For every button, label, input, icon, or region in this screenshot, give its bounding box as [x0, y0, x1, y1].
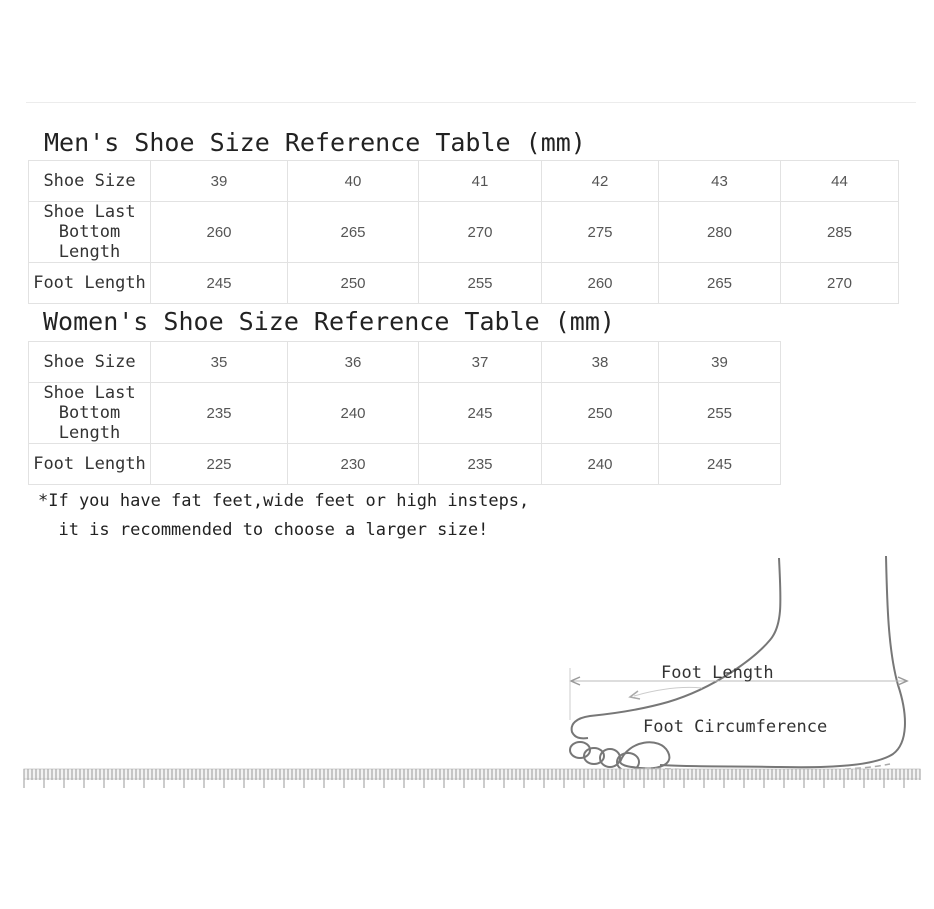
- women-table-cell: 235: [419, 444, 542, 485]
- women-table-row-label: Shoe Size: [29, 342, 151, 383]
- women-table-row-label: Foot Length: [29, 444, 151, 485]
- men-table-cell: 255: [419, 263, 542, 304]
- women-table-cell: 240: [542, 444, 659, 485]
- men-table-row: [29, 263, 899, 304]
- sizing-note-line-2: it is recommended to choose a larger size!: [38, 520, 489, 540]
- women-table-row: [29, 444, 781, 485]
- women-table-cell: 36: [288, 342, 419, 383]
- top-divider: [26, 102, 916, 103]
- women-table-row: [29, 383, 781, 444]
- men-table-cell: 285: [781, 202, 899, 263]
- men-table-cell: 265: [288, 202, 419, 263]
- foot-circumference-label: Foot Circumference: [643, 717, 828, 737]
- women-table-cell: 39: [659, 342, 781, 383]
- men-table-cell: 260: [151, 202, 288, 263]
- women-size-table: [28, 341, 781, 485]
- men-table-row: [29, 161, 899, 202]
- men-size-table: [28, 160, 899, 304]
- women-table-cell: 245: [419, 383, 542, 444]
- men-table-row: [29, 202, 899, 263]
- men-table-row-label: Shoe Size: [29, 161, 151, 202]
- women-table-cell: 35: [151, 342, 288, 383]
- men-table-cell: 43: [659, 161, 781, 202]
- men-table-title: Men's Shoe Size Reference Table (mm): [44, 128, 586, 157]
- men-table-cell: 275: [542, 202, 659, 263]
- men-table-cell: 39: [151, 161, 288, 202]
- sizing-note-line-1: *If you have fat feet,wide feet or high insteps,: [38, 491, 530, 511]
- foot-outline: [572, 558, 781, 738]
- women-table-row: [29, 342, 781, 383]
- women-table-cell: 230: [288, 444, 419, 485]
- sizing-note: [38, 487, 529, 545]
- foot-measurement-diagram: [0, 540, 934, 800]
- men-table-cell: 260: [542, 263, 659, 304]
- men-table-cell: 250: [288, 263, 419, 304]
- men-table-cell: 42: [542, 161, 659, 202]
- circumference-arc: [634, 687, 702, 696]
- women-table-cell: 37: [419, 342, 542, 383]
- men-table-cell: 280: [659, 202, 781, 263]
- women-table-cell: 255: [659, 383, 781, 444]
- men-table-cell: 245: [151, 263, 288, 304]
- men-table-cell: 270: [781, 263, 899, 304]
- men-table-cell: 270: [419, 202, 542, 263]
- women-table-cell: 38: [542, 342, 659, 383]
- men-table-row-label: Foot Length: [29, 263, 151, 304]
- women-table-row-label: Shoe Last Bottom Length: [29, 383, 151, 444]
- women-table-cell: 240: [288, 383, 419, 444]
- women-table-cell: 245: [659, 444, 781, 485]
- men-table-cell: 40: [288, 161, 419, 202]
- women-table-cell: 250: [542, 383, 659, 444]
- men-table-cell: 44: [781, 161, 899, 202]
- ruler: [24, 769, 920, 788]
- foot-length-label: Foot Length: [661, 663, 774, 683]
- men-table-cell: 41: [419, 161, 542, 202]
- women-table-cell: 235: [151, 383, 288, 444]
- women-table-cell: 225: [151, 444, 288, 485]
- women-table-title: Women's Shoe Size Reference Table (mm): [43, 307, 615, 336]
- men-table-row-label: Shoe Last Bottom Length: [29, 202, 151, 263]
- men-table-cell: 265: [659, 263, 781, 304]
